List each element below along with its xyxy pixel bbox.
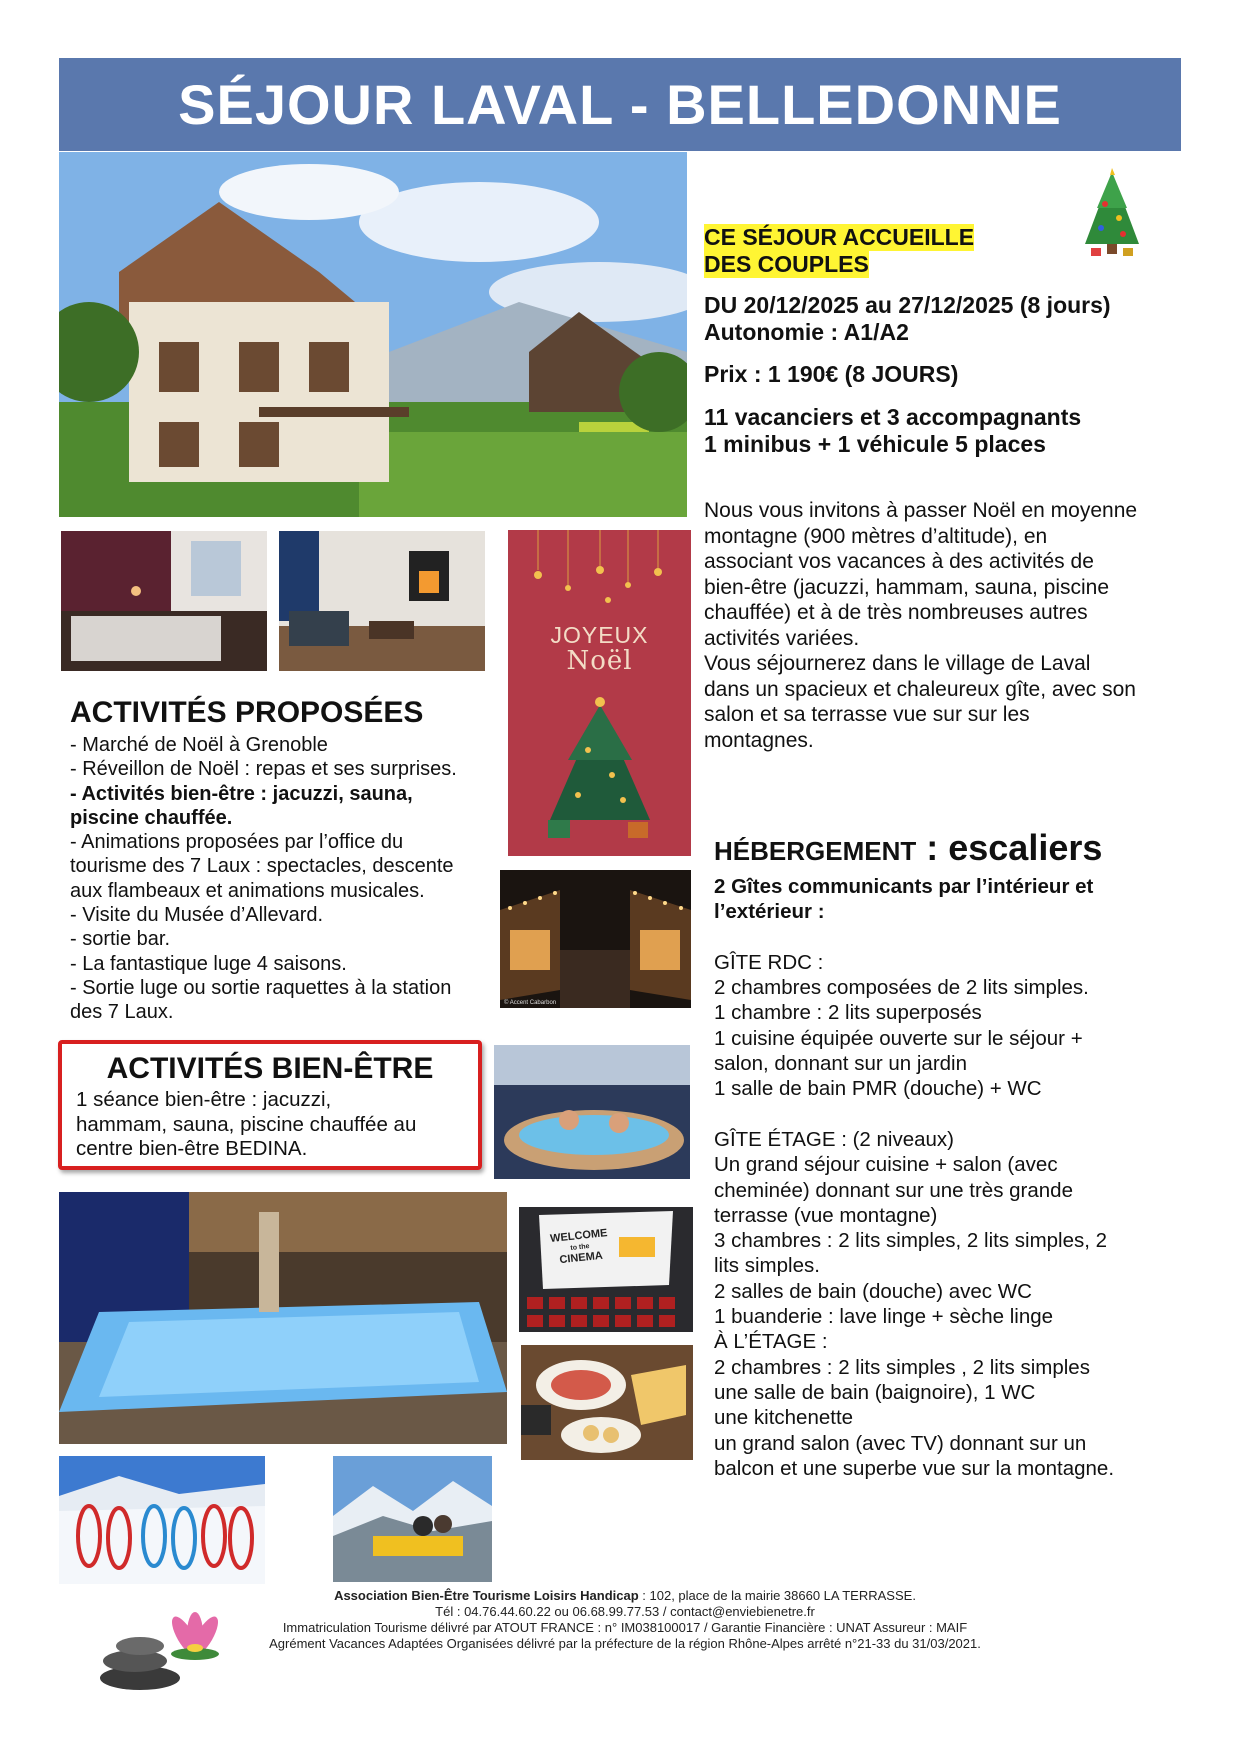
lodging-line: cheminée) donnant sur une très grande [714,1178,1073,1202]
lodging-line: GÎTE ÉTAGE : (2 niveaux) [714,1127,954,1151]
lodging-line: balcon et une superbe vue sur la montagne. [714,1456,1115,1480]
card-line-1: JOYEUX [550,622,649,648]
lodging-line: 1 cuisine équipée ouverte sur le séjour + [714,1026,1083,1050]
cinema-line-3: CINEMA [558,1249,604,1267]
intro-line: associant vos vacances à des activités de [704,550,1094,573]
lodging-line [714,925,1184,950]
intro-line: Nous vous invitons à passer Noël en moyenne [704,499,1138,522]
lotus-logo-icon [90,1586,230,1696]
footer-org: Association Bien-Être Tourisme Loisirs Handicap [334,1588,639,1603]
lodging-line [714,1102,1184,1127]
footer-address: : 102, place de la mairie 38660 LA TERRASSE. [638,1588,916,1603]
lodging-line: À L’ÉTAGE : [714,1330,828,1354]
footer-registration: Immatriculation Tourisme délivré par ATOUT FRANCE : n° IM038100017 / Garantie Financière : UNAT Assureur : MAIF [282,1620,968,1635]
activity-item: aux flambeaux et animations musicales. [70,879,425,902]
chalet-photo [59,152,687,517]
lodging-heading-a: HÉBERGEMENT [714,836,917,866]
intro-line: montagne (900 mètres d’altitude), en [704,524,1048,548]
intro-line: bien-être (jacuzzi, hammam, sauna, piscine [704,575,1110,599]
group-info [704,404,1081,458]
page-title: SÉJOUR LAVAL - BELLEDONNE [178,73,1062,136]
cinema-line-2: to the [570,1243,590,1252]
intro-line: Vous séjournerez dans le village de Laval [704,652,1091,675]
card-text [508,622,691,674]
joyeux-noel-card [508,530,691,856]
living-room-photo [279,531,485,671]
cinema-line-1: WELCOME [549,1227,608,1246]
lodging-line: terrasse (vue montagne) [714,1203,938,1227]
activity-item: - Visite du Musée d’Allevard. [70,904,324,927]
activity-item: - Marché de Noël à Grenoble [70,734,328,756]
title-banner [59,58,1181,151]
footer-contact: Tél : 04.76.44.60.22 ou 06.68.99.77.53 / contact@enviebienetre.fr [435,1604,815,1619]
lodging-heading [714,828,1184,874]
card-line-2: Noël [566,646,633,676]
lodging-line: un grand salon (avec TV) donnant sur un [714,1431,1087,1455]
lodging-line: 1 chambre : 2 lits superposés [714,1001,982,1025]
intro-line: activités variées. [704,626,860,650]
price-line: Prix : 1 190€ (8 JOURS) [704,361,959,387]
snowshoes-photo [59,1456,265,1584]
intro-line: dans un spacieux et chaleureux gîte, avec son [704,677,1136,701]
raclette-photo [521,1345,693,1460]
christmas-market-photo [500,870,691,1008]
lodging-subtitle: 2 Gîtes communicants par l’intérieur et [714,875,1094,898]
lodging-line: une kitchenette [714,1406,854,1430]
couples-line-1: CE SÉJOUR ACCUEILLE [704,224,975,250]
alpine-coaster-photo [333,1456,492,1582]
wellness-heading: ACTIVITÉS BIEN-ÊTRE [106,1052,434,1085]
wellness-line: 1 séance bien-être : jacuzzi, [76,1088,332,1111]
autonomy-line: Autonomie : A1/A2 [704,319,909,345]
participants-line: 11 vacanciers et 3 accompagnants [704,404,1082,430]
activity-item: - Animations proposées par l’office du [70,831,404,854]
vehicles-line: 1 minibus + 1 véhicule 5 places [704,431,1046,457]
lodging-line: 3 chambres : 2 lits simples, 2 lits simples, 2 [714,1229,1108,1253]
activity-item: - Activités bien-être : jacuzzi, sauna, [70,782,413,805]
lodging-line: 1 salle de bain PMR (douche) + WC [714,1077,1042,1101]
activities-section [70,696,500,1025]
jacuzzi-photo [494,1045,690,1179]
wellness-box [58,1040,482,1170]
activity-item: des 7 Laux. [70,1001,174,1024]
intro-line: salon et sa terrasse vue sur sur les [704,703,1030,726]
lodging-line: salon, donnant sur un jardin [714,1052,968,1076]
intro-paragraph [704,498,1184,753]
bedroom-photo [61,531,267,671]
lodging-line: 2 salles de bain (douche) avec WC [714,1279,1032,1303]
dates-line: DU 20/12/2025 au 27/12/2025 (8 jours) [704,292,1111,318]
lodging-section [714,828,1184,1481]
stay-dates [704,292,1111,346]
market-photo-credit: © Accent Cabarbon [504,1000,557,1006]
christmas-tree-icon [1077,168,1147,260]
wellness-line: hammam, sauna, piscine chauffée au [76,1112,417,1136]
lodging-line: 2 chambres composées de 2 lits simples. [714,976,1089,1000]
couples-notice [704,224,974,278]
lodging-line: lits simples. [714,1254,820,1278]
activity-item: - Sortie luge ou sortie raquettes à la station [70,976,452,999]
lodging-line: 1 buanderie : lave linge + sèche linge [714,1305,1054,1329]
cinema-photo [519,1207,693,1332]
intro-line: montagnes. [704,728,814,752]
footer-agreement: Agrément Vacances Adaptées Organisées délivré par la préfecture de la région Rhône-Alpes arrêté n°21-33 du 31/03/2021. [269,1636,981,1651]
activity-item: - Réveillon de Noël : repas et ses surprises. [70,758,457,781]
lodging-line: Un grand séjour cuisine + salon (avec [714,1153,1058,1177]
lodging-subtitle: l’extérieur : [714,900,825,924]
couples-line-2: DES COUPLES [704,251,869,277]
lodging-line: une salle de bain (baignoire), 1 WC [714,1380,1036,1404]
activities-heading: ACTIVITÉS PROPOSÉES [70,696,424,729]
activity-item: piscine chauffée. [70,806,233,829]
activity-item: - La fantastique luge 4 saisons. [70,952,347,975]
pool-photo [59,1192,507,1444]
lodging-line: 2 chambres : 2 lits simples , 2 lits simples [714,1355,1090,1379]
activity-item: - sortie bar. [70,928,171,951]
cinema-sign [545,1228,614,1268]
intro-line: chauffée) et à de très nombreuses autres [704,601,1088,624]
lodging-heading-b: : escaliers [916,827,1103,868]
activity-item: tourisme des 7 Laux : spectacles, descente [70,855,454,878]
lodging-line: GÎTE RDC : [714,950,824,974]
wellness-line: centre bien-être BEDINA. [76,1137,308,1160]
footer [210,1588,1040,1652]
